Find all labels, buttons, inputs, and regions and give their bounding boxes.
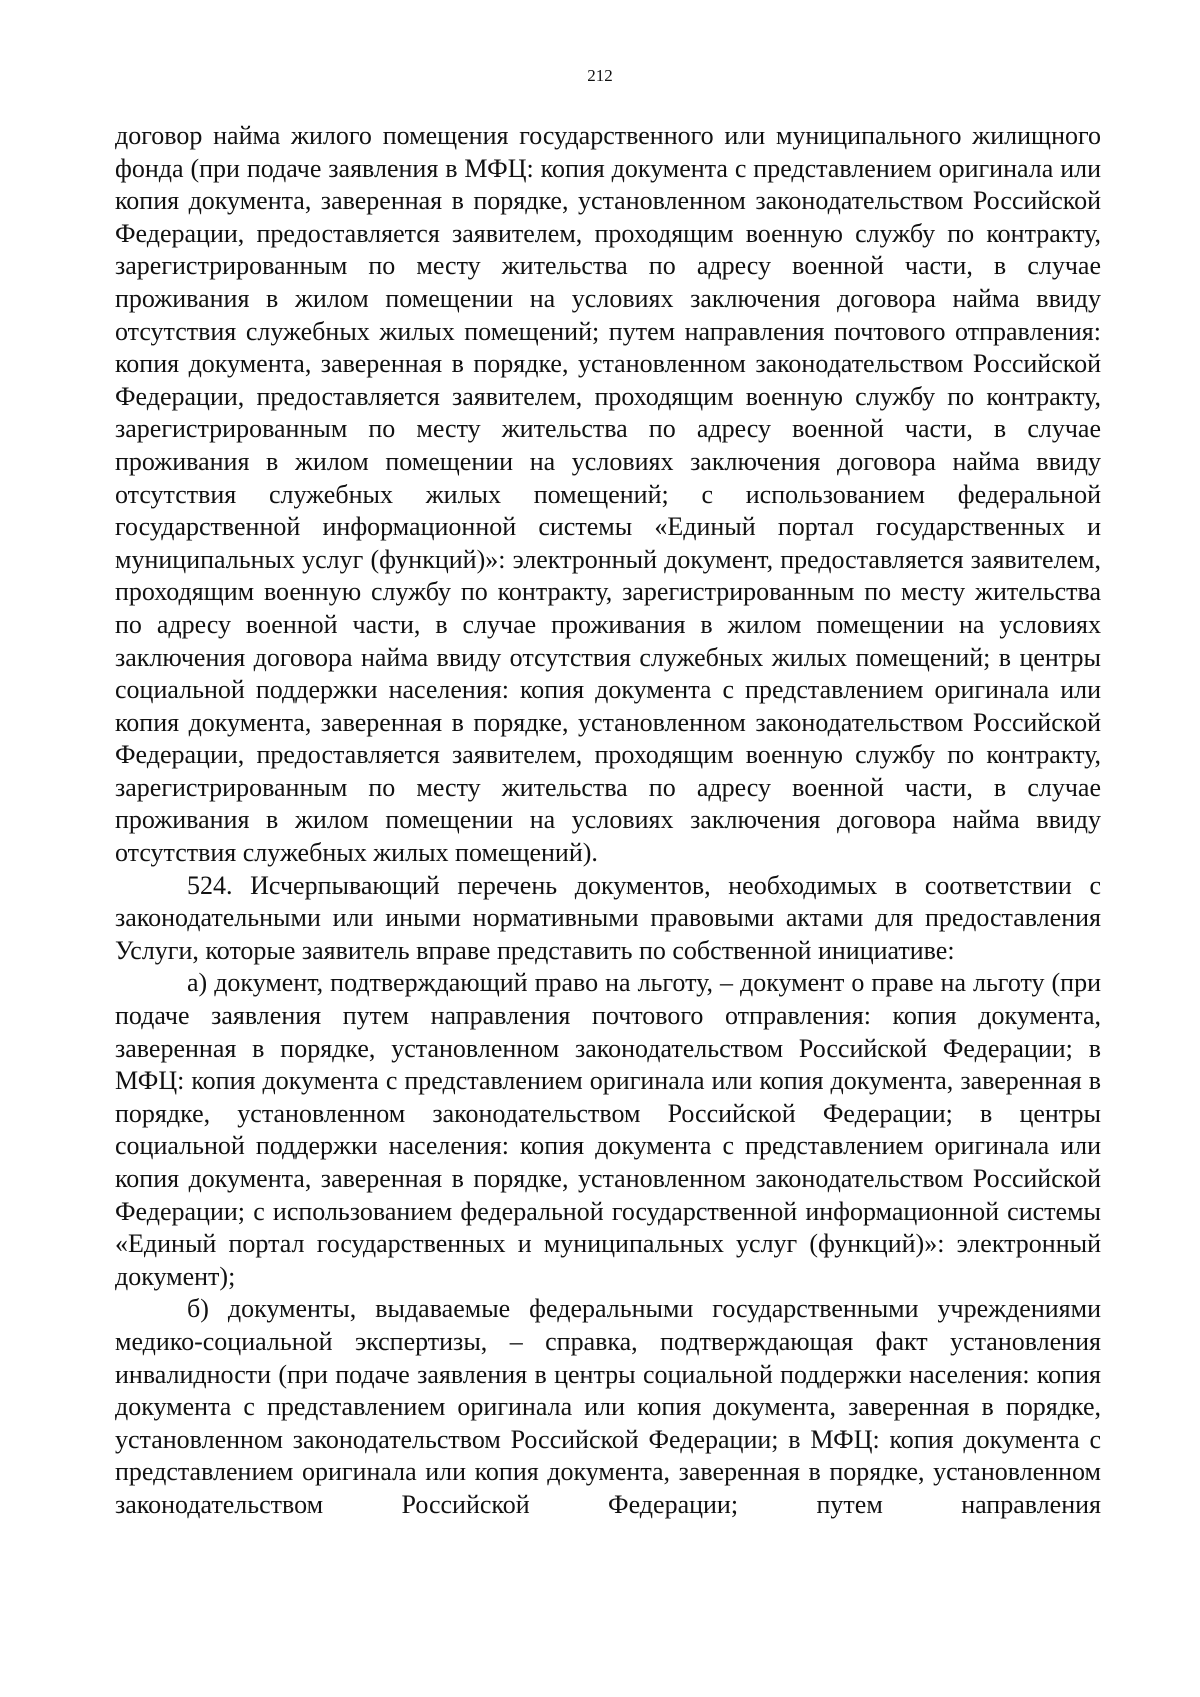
paragraph-item-a: а) документ, подтверждающий право на льготу, – документ о праве на льготу (при подаче заявления путем направления почтового отправления: копия документа, заверенная в порядке, установленном законодательством Российской Федерации; в МФЦ: копия документа с представлением оригинала или копия документа, заверенная в порядке, установленном законодательством Российской Федерации; в центры социальной поддержки населения: копия документа с представлением оригинала или копия документа, заверенная в порядке, установленном законодательством Российской Федерации; с использованием федеральной государственной информационной системы «Единый портал государственных и муниципальных услуг (функций)»: электронный документ); <box>115 968 1101 1291</box>
paragraph-continuation: договор найма жилого помещения государственного или муниципального жилищного фонда (при подаче заявления в МФЦ: копия документа с представлением оригинала или копия документа, заверенная в порядке, установленном законодательством Российской Федерации, предоставляется заявителем, проходящим военную службу по контракту, зарегистрированным по месту жительства по адресу военной части, в случае проживания в жилом помещении на условиях заключения договора найма ввиду отсутствия служебных жилых помещений; путем направления почтового отправления: копия документа, заверенная в порядке, установленном законодательством Российской Федерации, предоставляется заявителем, проходящим военную службу по контракту, зарегистрированным по месту жительства по адресу военной части, в случае проживания в жилом помещении на условиях заключения договора найма ввиду отсутствия служебных жилых помещений; с использованием федеральной государственной информационной системы «Единый портал государственных и муниципальных услуг (функций)»: электронный документ, предоставляется заявителем, проходящим военную службу по контракту, зарегистрированным по месту жительства по адресу военной части, в случае проживания в жилом помещении на условиях заключения договора найма ввиду отсутствия служебных жилых помещений; в центры социальной поддержки населения: копия документа с представлением оригинала или копия документа, заверенная в порядке, установленном законодательством Российской Федерации, предоставляется заявителем, проходящим военную службу по контракту, зарегистрированным по месту жительства по адресу военной части, в случае проживания в жилом помещении на условиях заключения договора найма ввиду отсутствия служебных жилых помещений). <box>115 121 1101 868</box>
paragraph-item-524: 524. Исчерпывающий перечень документов, необходимых в соответствии с законодательными или иными нормативными правовыми актами для предоставления Услуги, которые заявитель вправе представить по собственной инициативе: <box>115 870 1101 965</box>
document-body <box>115 120 1101 1522</box>
page-number: 212 <box>587 66 613 85</box>
paragraph-item-b: б) документы, выдаваемые федеральными государственными учреждениями медико-социальной экспертизы, – справка, подтверждающая факт установления инвалидности (при подаче заявления в центры социальной поддержки населения: копия документа с представлением оригинала или копия документа, заверенная в порядке, установленном законодательством Российской Федерации; в МФЦ: копия документа с представлением оригинала или копия документа, заверенная в порядке, установленном законодательством Российской Федерации; путем направления <box>115 1294 1101 1519</box>
